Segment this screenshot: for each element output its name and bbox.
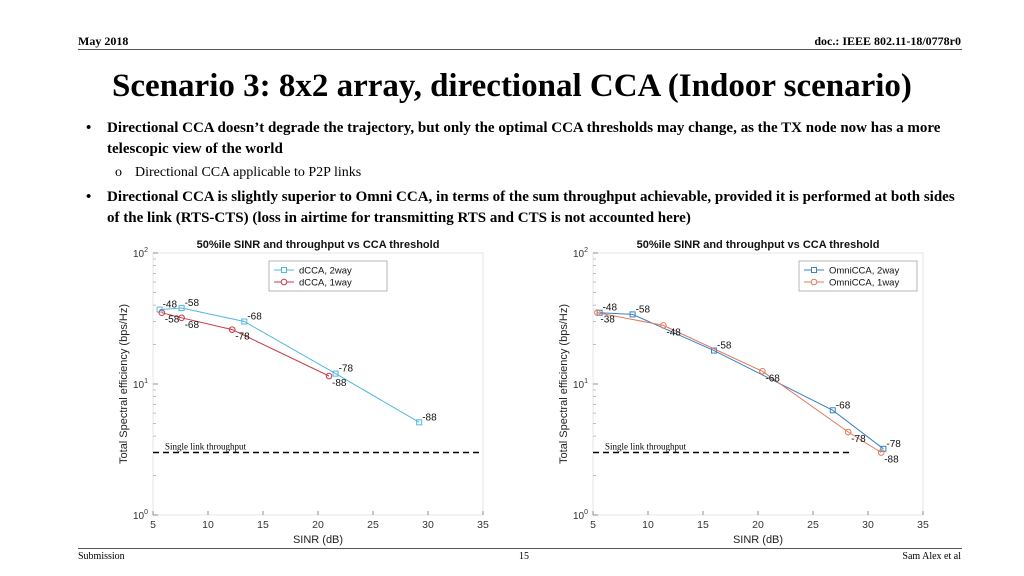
- legend-label: OmniCCA, 2way: [829, 265, 900, 277]
- header-date: May 2018: [78, 34, 129, 48]
- data-label: -48: [602, 302, 618, 314]
- data-label: -58: [635, 304, 651, 316]
- data-label: -88: [332, 378, 347, 390]
- y-tick-base: 10: [132, 249, 145, 260]
- data-label: -78: [851, 434, 866, 446]
- data-label: -48: [666, 327, 681, 339]
- y-tick-base: 10: [132, 380, 145, 391]
- chart-title: 50%ile SINR and throughput vs CCA threshold: [636, 239, 880, 251]
- slide-title: Scenario 3: 8x2 array, directional CCA (Indoor scenario): [112, 68, 912, 104]
- reference-label: Single link throughput: [165, 441, 246, 452]
- data-label: -68: [247, 311, 262, 323]
- x-tick-label: 25: [367, 519, 379, 531]
- y-tick-label: [573, 378, 588, 391]
- x-tick-label: 25: [807, 519, 819, 531]
- sub-bullet-item: [82, 162, 962, 183]
- y-tick-base: 10: [132, 511, 145, 522]
- y-tick-exponent: 0: [584, 509, 588, 516]
- y-tick-exponent: 0: [144, 509, 148, 516]
- legend-label: dCCA, 2way: [299, 265, 352, 277]
- y-axis-label: Total Spectral efficiency (bps/Hz): [558, 304, 570, 464]
- bullet-item: [82, 118, 962, 160]
- legend-marker: [282, 268, 287, 273]
- data-label: -58: [164, 314, 180, 326]
- y-tick-exponent: 1: [584, 378, 588, 385]
- x-tick-label: 20: [312, 519, 324, 531]
- x-tick-label: 10: [202, 519, 214, 531]
- footer-page-number: 15: [519, 551, 529, 562]
- bullet-list: [82, 118, 962, 229]
- plot-area: [153, 253, 483, 515]
- bullet-glyph: •: [86, 120, 92, 136]
- x-tick-label: 20: [752, 519, 764, 531]
- x-tick-label: 35: [917, 519, 929, 531]
- data-label: -78: [235, 331, 250, 343]
- y-tick-label: [133, 509, 148, 522]
- data-label: -68: [835, 400, 851, 412]
- y-tick-label: [573, 247, 588, 260]
- y-tick-base: 10: [572, 380, 585, 391]
- footer-submission: Submission: [78, 551, 125, 562]
- sub-bullet-glyph: o: [115, 165, 122, 180]
- y-tick-label: [133, 378, 148, 391]
- y-tick-base: 10: [572, 511, 585, 522]
- header-doc-id: doc.: IEEE 802.11-18/0778r0: [814, 34, 961, 48]
- x-axis-label: SINR (dB): [732, 534, 784, 546]
- data-label: -68: [184, 319, 200, 331]
- x-axis-label: SINR (dB): [292, 534, 344, 546]
- chart-left: [115, 235, 495, 547]
- bullet-text: Directional CCA doesn’t degrade the trajectory, but only the optimal CCA thresholds may change, as the TX node now has a more telescopic view of the world: [107, 120, 941, 157]
- y-axis-label: Total Spectral efficiency (bps/Hz): [118, 304, 130, 464]
- x-tick-label: 30: [422, 519, 434, 531]
- header-divider: [78, 49, 962, 50]
- x-tick-label: 5: [150, 519, 156, 531]
- data-label: -88: [884, 454, 899, 466]
- x-tick-label: 30: [862, 519, 874, 531]
- x-tick-label: 15: [257, 519, 269, 531]
- chart-title: 50%ile SINR and throughput vs CCA threshold: [196, 239, 440, 251]
- data-label: -88: [422, 412, 437, 424]
- data-label: -48: [162, 299, 178, 311]
- x-tick-label: 5: [590, 519, 596, 531]
- plot-area: [593, 253, 923, 515]
- bullet-text: Directional CCA is slightly superior to Omni CCA, in terms of the sum throughput achievable, provided it is performed at both sides of the link (RTS-CTS) (loss in airtime for transmitting RTS and CTS is not accounted here): [107, 189, 955, 226]
- data-label: -78: [338, 363, 354, 375]
- footer-divider: [78, 548, 962, 549]
- x-tick-label: 15: [697, 519, 709, 531]
- chart-right: [555, 235, 935, 547]
- reference-label: Single link throughput: [605, 441, 686, 452]
- legend-marker: [281, 279, 287, 285]
- y-tick-base: 10: [572, 249, 585, 260]
- legend-marker: [811, 279, 817, 285]
- legend-marker: [812, 268, 817, 273]
- y-tick-exponent: 2: [584, 247, 588, 254]
- data-label: -68: [765, 373, 780, 385]
- y-tick-exponent: 2: [144, 247, 148, 254]
- legend-label: dCCA, 1way: [299, 277, 352, 289]
- data-label: -58: [184, 298, 200, 310]
- data-label: -38: [600, 314, 615, 326]
- data-label: -58: [717, 340, 732, 352]
- footer-authors: Sam Alex et al: [902, 551, 961, 562]
- x-tick-label: 35: [477, 519, 489, 531]
- bullet-item: [82, 187, 962, 229]
- y-tick-label: [573, 509, 588, 522]
- bullet-glyph: •: [86, 189, 92, 205]
- x-tick-label: 10: [642, 519, 654, 531]
- sub-bullet-text: Directional CCA applicable to P2P links: [135, 165, 362, 180]
- y-tick-label: [133, 247, 148, 260]
- data-label: -78: [886, 438, 901, 450]
- y-tick-exponent: 1: [144, 378, 148, 385]
- legend-label: OmniCCA, 1way: [829, 277, 900, 289]
